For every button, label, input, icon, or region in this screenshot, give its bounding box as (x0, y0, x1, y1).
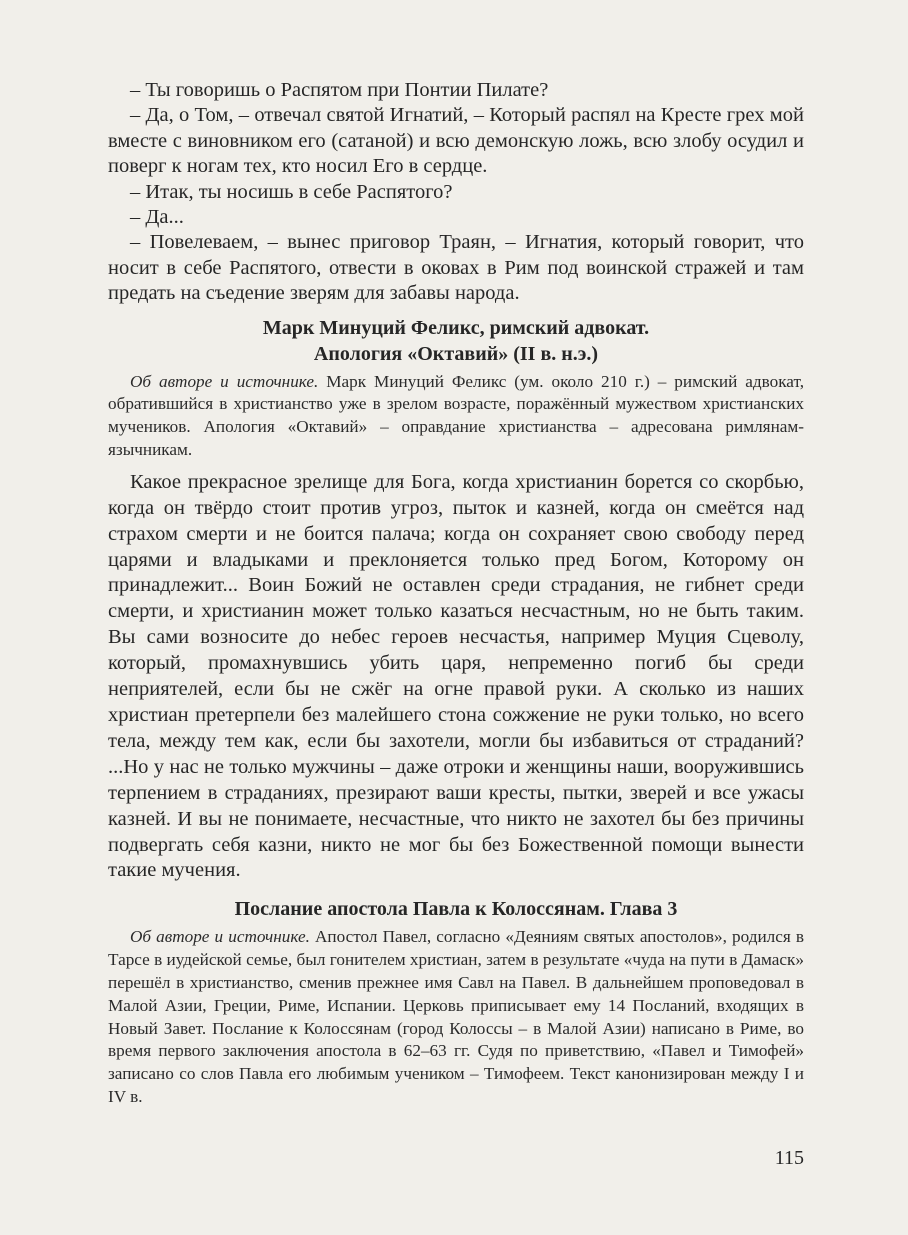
dialogue-line: – Да, о Том, – отвечал святой Игнатий, – Который распял на Кресте грех мой вместе с виновником его (сатаной) и всю демонскую ложь, всю злобу осудил и поверг к ногам тех, кто носил Его в сердце. (108, 104, 804, 178)
section-heading-paul (108, 896, 804, 922)
dialogue-line: – Итак, ты носишь в себе Распятого? (130, 180, 453, 203)
about-source-paul (108, 926, 804, 1108)
section-heading-line: Марк Минуций Феликс, римский адвокат. (262, 316, 650, 339)
about-lead: Об авторе и источнике. (130, 371, 319, 391)
dialogue-block (108, 78, 804, 307)
dialogue-line: – Ты говоришь о Распятом при Понтии Пилате? (130, 79, 549, 101)
section-heading-minucius (108, 315, 804, 367)
about-lead: Об авторе и источнике. (130, 927, 310, 947)
section-heading-line: Послание апостола Павла к Колоссянам. Глава 3 (234, 898, 678, 921)
main-text-minucius: Какое прекрасное зрелище для Бога, когда христианин борется со скорбью, когда он твёрдо стоит против угроз, пыток и казней, когда он смеётся над страхом смерти и не боится палача; когда он сохраняет свою свободу перед царями и владыками и преклоняется только пред Богом, Которому он принадлежит... Воин Божий не оставлен среди страдания, не гибнет среди смерти, и христианин может только казаться несчастным, но не быть таким. Вы сами возносите до небес героев несчастья, например Муция Сцеволу, который, промахнувшись убить царя, непременно погиб бы среди неприятелей, если бы не сжёг на огне правой руки. А сколько из наших христиан претерпели без малейшего стона сожжение не руки только, но всего тела, между тем как, если бы захотели, могли бы избавиться от страданий? ...Но у нас не только мужчины – даже отроки и женщины наши, вооружившись терпением в страданиях, презирают ваши кресты, пытки, зверей и все ужасы казней. И вы не понимаете, несчастные, что никто не захотел бы без причины подвергать себя казни, никто не мог бы без Божественной помощи вынести такие мучения. (108, 470, 804, 882)
dialogue-line: – Повелеваем, – вынес приговор Траян, – Игнатия, который говорит, что носит в себе Распятого, отвести в оковах в Рим под воинской стражей и там предать на съедение зверям для забавы народа. (108, 231, 804, 305)
page-content (108, 78, 804, 1109)
section-heading-line: Апология «Октавий» (II в. н.э.) (313, 342, 599, 365)
about-text: Апостол Павел, согласно «Деяниям святых апостолов», родился в Тарсе в иудейской семье, был гонителем христиан, затем в результате «чуда на пути в Дамаск» перешёл в христианство, сменив прежнее имя Савл на Павел. В дальнейшем проповедовал в Малой Азии, Греции, Риме, Испании. Церковь приписывает ему 14 Посланий, входящих в Новый Завет. Послание к Колоссянам (город Колоссы – в Малой Азии) написано в Риме, во время первого заключения апостола в 62–63 гг. Судя по приветствию, «Павел и Тимофей» записано со слов Павла его любимым учеником – Тимофеем. Текст канонизирован между I и IV в. (108, 927, 804, 1106)
dialogue-line: – Да... (130, 206, 184, 229)
about-text: Марк Минуций Феликс (ум. около 210 г.) – римский адвокат, обратившийся в христианство уже в зрелом возрасте, поражённый мужеством христианских мучеников. Апология «Октавий» – оправдание христианства – адресована римлянам-язычникам. (108, 371, 804, 460)
page-number: 115 (774, 1147, 804, 1169)
about-source-minucius (108, 371, 804, 462)
